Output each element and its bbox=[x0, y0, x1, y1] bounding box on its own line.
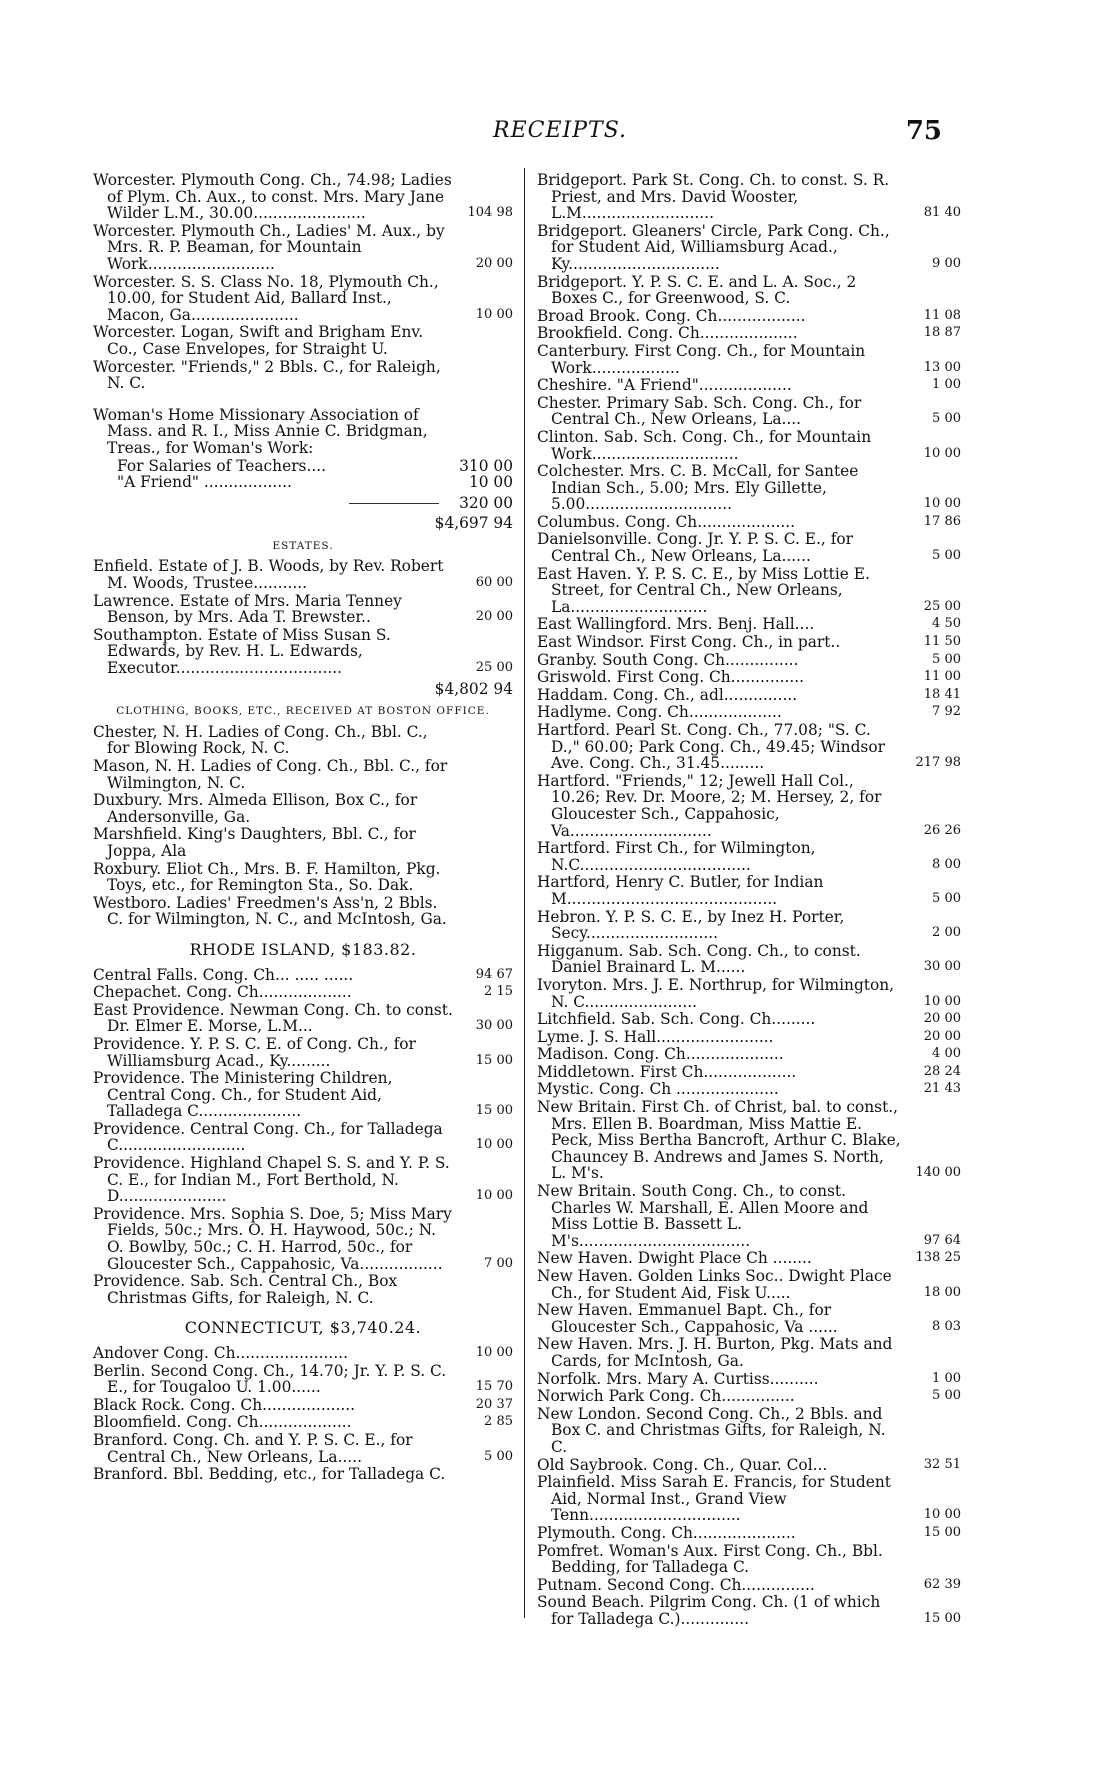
entry-text: Plainfield. Miss Sarah E. Francis, for Student Aid, Normal Inst., Grand View Tenn............................... bbox=[537, 1473, 891, 1525]
entry-text: Hartford, Henry C. Butler, for Indian M........................................... bbox=[537, 873, 824, 908]
entry-amount: 20 00 bbox=[475, 255, 513, 271]
entry-text: Worcester. Plymouth Cong. Ch., 74.98; Ladies of Plym. Ch. Aux., to const. Mrs. Mary Jane Wilder L.M., 30.00....................... bbox=[93, 171, 452, 223]
entry-text: Bridgeport. Gleaners' Circle, Park Cong. Ch., for Student Aid, Williamsburg Acad., Ky............................... bbox=[537, 221, 890, 273]
receipt-entry bbox=[537, 1081, 961, 1098]
entry-text: Worcester. "Friends," 2 Bbls. C., for Raleigh, N. C. bbox=[93, 357, 441, 393]
entry-amount: 1 00 bbox=[932, 1370, 961, 1386]
clothing-entries bbox=[93, 724, 513, 928]
subtotal-2: $4,802 94 bbox=[434, 679, 513, 698]
receipt-entry bbox=[537, 566, 961, 616]
entry-amount: 18 87 bbox=[923, 325, 961, 341]
entry-amount: 25 00 bbox=[923, 598, 961, 614]
entry-amount: 20 00 bbox=[923, 1028, 961, 1044]
receipt-entry bbox=[93, 593, 513, 626]
entry-amount: 81 40 bbox=[923, 205, 961, 221]
entry-text: Andover Cong. Ch....................... bbox=[93, 1344, 348, 1362]
entry-text: Chepachet. Cong. Ch................... bbox=[93, 983, 352, 1002]
entry-text: East Providence. Newman Cong. Ch. to const. Dr. Elmer E. Morse, L.M... bbox=[93, 1000, 453, 1036]
entry-text: Central Falls. Cong. Ch... ..... ...... bbox=[93, 965, 354, 984]
receipt-entry bbox=[93, 359, 513, 392]
entry-amount: 10 00 bbox=[923, 496, 961, 512]
receipt-entry bbox=[537, 1011, 961, 1028]
entry-text: Branford. Bbl. Bedding, etc., for Talladega C. bbox=[93, 1465, 446, 1484]
receipt-entry bbox=[537, 652, 961, 669]
entry-text: Chester, N. H. Ladies of Cong. Ch., Bbl. C., for Blowing Rock, N. C. bbox=[93, 722, 428, 758]
entry-text: For Salaries of Teachers.... bbox=[117, 456, 327, 475]
entry-text: Brookfield. Cong. Ch.................... bbox=[537, 324, 798, 343]
entry-text: Griswold. First Cong. Ch............... bbox=[537, 668, 805, 687]
entry-text: Hadlyme. Cong. Ch................... bbox=[537, 703, 782, 722]
entry-text: East Windsor. First Cong. Ch., in part.. bbox=[537, 633, 841, 652]
receipt-entry bbox=[537, 1577, 961, 1594]
entry-text: Cheshire. "A Friend"................... bbox=[537, 376, 792, 395]
entry-text: New Haven. Golden Links Soc.. Dwight Place Ch., for Student Aid, Fisk U..... bbox=[537, 1267, 892, 1302]
receipt-entry bbox=[93, 724, 513, 757]
entry-text: Black Rock. Cong. Ch................... bbox=[93, 1395, 356, 1414]
receipt-entry bbox=[537, 1302, 961, 1335]
entry-text: Lyme. J. S. Hall........................ bbox=[537, 1027, 774, 1046]
receipt-entry bbox=[93, 967, 513, 984]
estates-entries bbox=[93, 558, 513, 676]
entry-text: Granby. South Cong. Ch............... bbox=[537, 650, 799, 669]
entry-text: Woman's Home Missionary Association of Mass. and R. I., Miss Annie C. Bridgman, Treas., for Woman's Work: bbox=[93, 405, 428, 457]
page-header bbox=[0, 118, 1120, 148]
right-column bbox=[537, 172, 961, 1628]
entry-amount: 5 00 bbox=[932, 548, 961, 564]
entry-amount: 18 41 bbox=[923, 686, 961, 702]
entry-amount: 2 15 bbox=[484, 984, 513, 1000]
receipt-entry bbox=[537, 1046, 961, 1063]
entry-amount: 15 70 bbox=[475, 1379, 513, 1395]
entry-amount: 10 00 bbox=[923, 445, 961, 461]
receipt-entry bbox=[537, 325, 961, 342]
receipt-entry bbox=[93, 1363, 513, 1396]
entry-text: New Haven. Emmanuel Bapt. Ch., for Gloucester Sch., Cappahosic, Va ...... bbox=[537, 1301, 838, 1336]
entry-amount: 20 00 bbox=[475, 609, 513, 625]
womans-home-entry bbox=[93, 407, 513, 512]
entry-amount: 13 00 bbox=[923, 359, 961, 375]
entry-text: Hebron. Y. P. S. C. E., by Inez H. Porter, Secy........................... bbox=[537, 907, 845, 943]
receipt-entry bbox=[537, 172, 961, 222]
entry-text: Hartford. First Ch., for Wilmington, N.C................................... bbox=[537, 839, 816, 874]
entry-text: Duxbury. Mrs. Almeda Ellison, Box C., for Andersonville, Ga. bbox=[93, 791, 418, 826]
receipt-entry bbox=[537, 634, 961, 651]
page-title: RECEIPTS. bbox=[493, 118, 627, 143]
entry-text: Sound Beach. Pilgrim Cong. Ch. (1 of which for Talladega C.).............. bbox=[537, 1593, 881, 1628]
entry-amount: 62 39 bbox=[923, 1576, 961, 1592]
entry-amount: 30 00 bbox=[923, 959, 961, 975]
entry-amount: 9 00 bbox=[932, 255, 961, 271]
receipt-entry bbox=[537, 1388, 961, 1405]
receipt-entry bbox=[537, 308, 961, 325]
entry-text: Old Saybrook. Cong. Ch., Quar. Col... bbox=[537, 1455, 828, 1474]
receipt-entry bbox=[93, 1002, 513, 1035]
entry-text: New Britain. First Ch. of Christ, bal. to const., Mrs. Ellen B. Boardman, Miss Mattie E. Peck, Miss Bertha Bancroft, Arthur C. Blake, Chauncey B. Andrews and James S. North, L. M's. bbox=[537, 1098, 901, 1183]
receipt-entry bbox=[537, 463, 961, 513]
entry-text: Bridgeport. Y. P. S. C. E. and L. A. Soc., 2 Boxes C., for Greenwood, S. C. bbox=[537, 272, 857, 308]
receipt-entry bbox=[93, 558, 513, 591]
receipt-entry bbox=[537, 840, 961, 873]
entry-text: Putnam. Second Cong. Ch............... bbox=[537, 1575, 815, 1594]
entry-amount: 310 00 bbox=[459, 456, 513, 475]
entry-text: Bloomfield. Cong. Ch................... bbox=[93, 1413, 352, 1432]
receipt-entry bbox=[537, 1474, 961, 1524]
receipt-entry bbox=[93, 1070, 513, 1120]
entry-text: New Haven. Mrs. J. H. Burton, Pkg. Mats and Cards, for McIntosh, Ga. bbox=[537, 1335, 893, 1370]
connecticut-entries bbox=[93, 1345, 513, 1483]
receipt-entry bbox=[93, 792, 513, 825]
entry-amount: 11 00 bbox=[923, 669, 961, 685]
entry-amount: 21 43 bbox=[923, 1081, 961, 1097]
entry-text: Berlin. Second Cong. Ch., 14.70; Jr. Y. P. S. C. E., for Tougaloo U. 1.00...... bbox=[93, 1361, 447, 1397]
entry-amount: 5 00 bbox=[932, 411, 961, 427]
receipt-entry bbox=[93, 984, 513, 1001]
entry-amount: 60 00 bbox=[475, 575, 513, 591]
entry-amount: 10 00 bbox=[475, 1345, 513, 1360]
entry-text: Mystic. Cong. Ch ..................... bbox=[537, 1080, 779, 1099]
entry-amount: 4 00 bbox=[932, 1046, 961, 1062]
entry-text: Providence. Sab. Sch. Central Ch., Box Christmas Gifts, for Raleigh, N. C. bbox=[93, 1272, 398, 1307]
connecticut-heading: CONNECTICUT, $3,740.24. bbox=[184, 1318, 422, 1338]
entry-amount: 8 00 bbox=[932, 856, 961, 872]
entry-amount: 30 00 bbox=[475, 1018, 513, 1034]
entry-text: Canterbury. First Cong. Ch., for Mountain Work.................. bbox=[537, 341, 866, 377]
entry-amount: 11 08 bbox=[923, 307, 961, 323]
receipt-entry bbox=[537, 1336, 961, 1369]
receipt-entry bbox=[93, 1432, 513, 1465]
entry-amount: 5 00 bbox=[932, 890, 961, 906]
entry-text: Ivoryton. Mrs. J. E. Northrup, for Wilmington, N. C....................... bbox=[537, 975, 895, 1011]
entry-amount: 2 85 bbox=[484, 1414, 513, 1430]
entry-amount: 32 51 bbox=[923, 1456, 961, 1472]
page-number: 75 bbox=[905, 116, 942, 146]
rhode-island-entries bbox=[93, 967, 513, 1307]
entry-text: Plymouth. Cong. Ch..................... bbox=[537, 1523, 796, 1542]
entry-amount: 15 00 bbox=[923, 1524, 961, 1540]
receipt-entry bbox=[93, 172, 513, 222]
entry-text: Pomfret. Woman's Aux. First Cong. Ch., Bbl. Bedding, for Talladega C. bbox=[537, 1541, 883, 1577]
receipt-entry bbox=[537, 395, 961, 428]
entry-text: Norwich Park Cong. Ch............... bbox=[537, 1387, 795, 1406]
receipt-entry bbox=[93, 1466, 513, 1483]
receipt-entry bbox=[537, 616, 961, 633]
receipt-entry bbox=[537, 1525, 961, 1542]
entry-amount: 10 00 bbox=[923, 993, 961, 1009]
entry-text: Norfolk. Mrs. Mary A. Curtiss.......... bbox=[537, 1369, 819, 1388]
receipt-entry bbox=[537, 687, 961, 704]
receipt-entry bbox=[537, 343, 961, 376]
entry-text: New Haven. Dwight Place Ch ........ bbox=[537, 1249, 812, 1268]
entry-amount: 97 64 bbox=[923, 1232, 961, 1248]
entry-text: Mason, N. H. Ladies of Cong. Ch., Bbl. C., for Wilmington, N. C. bbox=[93, 757, 448, 792]
entry-amount: 7 00 bbox=[484, 1255, 513, 1271]
receipt-entry bbox=[537, 977, 961, 1010]
receipt-entry bbox=[537, 1371, 961, 1388]
receipt-entry bbox=[93, 1414, 513, 1431]
entry-text: Hartford. Pearl St. Cong. Ch., 77.08; "S. C. D.," 60.00; Park Cong. Ch., 49.45; Windsor Ave. Cong. Ch., 31.45......... bbox=[537, 721, 885, 773]
left-column bbox=[93, 172, 513, 1484]
entry-text: Worcester. Logan, Swift and Brigham Env. Co., Case Envelopes, for Straight U. bbox=[93, 323, 424, 358]
entry-text: East Haven. Y. P. S. C. E., by Miss Lottie E. Street, for Central Ch., New Orleans, La............................ bbox=[537, 564, 870, 616]
receipt-entry bbox=[93, 627, 513, 677]
entry-amount: 7 92 bbox=[932, 704, 961, 720]
entry-amount: 10 00 bbox=[923, 1507, 961, 1523]
entry-text: New Britain. South Cong. Ch., to const. Charles W. Marshall, E. Allen Moore and Miss Lottie B. Bassett L. M's................................... bbox=[537, 1182, 869, 1250]
entry-text: Southampton. Estate of Miss Susan S. Edwards, by Rev. H. L. Edwards, Executor.................................. bbox=[93, 625, 391, 678]
entry-amount: 15 00 bbox=[923, 1610, 961, 1626]
entry-text: Hartford. "Friends," 12; Jewell Hall Col., 10.26; Rev. Dr. Moore, 2; M. Hersey, 2, for Gloucester Sch., Cappahosic, Va............................. bbox=[537, 771, 882, 840]
receipt-entry bbox=[537, 514, 961, 531]
rhode-island-heading: RHODE ISLAND, $183.82. bbox=[189, 939, 417, 959]
receipt-entry bbox=[537, 722, 961, 772]
receipt-entry bbox=[537, 274, 961, 307]
receipt-entry bbox=[93, 1155, 513, 1205]
entry-amount: 1 00 bbox=[932, 377, 961, 393]
entry-amount: 104 98 bbox=[467, 205, 513, 221]
entry-amount: 10 00 bbox=[475, 306, 513, 322]
entry-amount: 5 00 bbox=[932, 1388, 961, 1404]
entry-text: "A Friend" .................. bbox=[117, 473, 292, 492]
receipt-entry bbox=[93, 895, 513, 928]
receipt-entry bbox=[537, 773, 961, 839]
entry-text: Marshfield. King's Daughters, Bbl. C., for Joppa, Ala bbox=[93, 825, 416, 860]
entry-text: Higganum. Sab. Sch. Cong. Ch., to const. Daniel Brainard L. M...... bbox=[537, 941, 861, 977]
entry-text: New London. Second Cong. Ch., 2 Bbls. and Box C. and Christmas Gifts, for Raleigh, N. C. bbox=[537, 1404, 886, 1456]
entry-text: Columbus. Cong. Ch.................... bbox=[537, 512, 796, 531]
entry-amount: 20 37 bbox=[475, 1396, 513, 1412]
entry-amount: 2 00 bbox=[932, 925, 961, 941]
entry-text: Chester. Primary Sab. Sch. Cong. Ch., for Central Ch., New Orleans, La.... bbox=[537, 393, 862, 429]
entry-amount: 140 00 bbox=[915, 1165, 961, 1181]
subtotal-line bbox=[93, 495, 513, 512]
entry-text: Worcester. S. S. Class No. 18, Plymouth Ch., 10.00, for Student Aid, Ballard Inst., Macon, Ga...................... bbox=[93, 272, 439, 324]
sub-entry bbox=[93, 458, 513, 475]
entry-amount: 5 00 bbox=[484, 1448, 513, 1464]
receipt-entry bbox=[537, 1099, 961, 1182]
entry-amount: 17 86 bbox=[923, 513, 961, 529]
receipt-entry bbox=[537, 1543, 961, 1576]
entry-text: Roxbury. Eliot Ch., Mrs. B. F. Hamilton, Pkg. Toys, etc., for Remington Sta., So. Dak. bbox=[93, 859, 441, 895]
receipt-entry bbox=[537, 223, 961, 273]
receipt-entry bbox=[537, 1406, 961, 1456]
clothing-heading: CLOTHING, BOOKS, ETC., RECEIVED AT BOSTON OFFICE. bbox=[116, 705, 490, 718]
entry-amount: 11 50 bbox=[923, 634, 961, 650]
column-divider bbox=[524, 168, 525, 1618]
entry-text: Providence. Highland Chapel S. S. and Y. P. S. C. E., for Indian M., Fort Berthold, N. D...................... bbox=[93, 1154, 450, 1206]
receipt-entry bbox=[93, 324, 513, 357]
receipt-entry bbox=[93, 861, 513, 894]
entry-amount: 15 00 bbox=[475, 1103, 513, 1119]
entry-amount: 8 03 bbox=[932, 1318, 961, 1334]
entry-amount: 10 00 bbox=[475, 1188, 513, 1204]
worcester-entries bbox=[93, 172, 513, 392]
entry-text: Providence. The Ministering Children, Central Cong. Ch., for Student Aid, Talladega C..................... bbox=[93, 1069, 393, 1121]
entry-amount: 94 67 bbox=[475, 966, 513, 982]
receipt-entry bbox=[537, 669, 961, 686]
receipt-entry bbox=[93, 758, 513, 791]
receipt-entry bbox=[537, 1457, 961, 1474]
receipt-entry bbox=[537, 1183, 961, 1249]
sub-entry bbox=[93, 474, 513, 491]
entry-text: Litchfield. Sab. Sch. Cong. Ch......... bbox=[537, 1010, 816, 1029]
receipt-entry bbox=[93, 1273, 513, 1306]
receipt-entry bbox=[93, 1121, 513, 1154]
receipt-entry bbox=[537, 909, 961, 942]
entry-text: Haddam. Cong. Ch., adl............... bbox=[537, 685, 798, 704]
entry-text: Clinton. Sab. Sch. Cong. Ch., for Mountain Work.............................. bbox=[537, 427, 872, 463]
entry-text: Middletown. First Ch................... bbox=[537, 1062, 797, 1081]
entry-text: Worcester. Plymouth Ch., Ladies' M. Aux., by Mrs. R. P. Beaman, for Mountain Work.......................... bbox=[93, 221, 445, 273]
receipt-entry bbox=[93, 1036, 513, 1069]
connecticut-entries-continued bbox=[537, 172, 961, 1627]
entry-text: East Wallingford. Mrs. Benj. Hall.... bbox=[537, 615, 815, 634]
receipt-entry bbox=[93, 1206, 513, 1272]
receipt-entry bbox=[537, 1268, 961, 1301]
entry-text: Westboro. Ladies' Freedmen's Ass'n, 2 Bbls. C. for Wilmington, N. C., and McIntosh, Ga. bbox=[93, 893, 447, 929]
subtotal-1: $4,697 94 bbox=[434, 514, 513, 533]
entry-text: Lawrence. Estate of Mrs. Maria Tenney Benson, by Mrs. Ada T. Brewster.. bbox=[93, 591, 402, 627]
entry-amount: 4 50 bbox=[932, 616, 961, 632]
entry-text: Broad Brook. Cong. Ch.................. bbox=[537, 306, 806, 325]
entry-amount: 26 26 bbox=[923, 822, 961, 838]
entry-text: Danielsonville. Cong. Jr. Y. P. S. C. E., for Central Ch., New Orleans, La...... bbox=[537, 530, 854, 566]
entry-text: Bridgeport. Park St. Cong. Ch. to const. S. R. Priest, and Mrs. David Wooster, L.M........................... bbox=[537, 171, 890, 223]
receipt-entry bbox=[537, 429, 961, 462]
receipt-entry bbox=[537, 1594, 961, 1627]
receipt-entry bbox=[537, 531, 961, 564]
receipt-entry bbox=[93, 274, 513, 324]
entry-amount: 5 00 bbox=[932, 651, 961, 667]
estates-heading: ESTATES. bbox=[272, 539, 334, 552]
entry-amount: 18 00 bbox=[923, 1284, 961, 1300]
receipt-entry bbox=[537, 943, 961, 976]
entry-text: Branford. Cong. Ch. and Y. P. S. C. E., for Central Ch., New Orleans, La..... bbox=[93, 1430, 413, 1466]
receipt-entry bbox=[537, 377, 961, 394]
receipt-entry bbox=[537, 1250, 961, 1267]
entry-amount: 25 00 bbox=[475, 660, 513, 676]
entry-amount: 10 00 bbox=[468, 473, 513, 492]
receipt-entry bbox=[93, 1397, 513, 1414]
entry-text: Enfield. Estate of J. B. Woods, by Rev. Robert M. Woods, Trustee........... bbox=[93, 557, 444, 593]
receipt-entry bbox=[537, 1064, 961, 1081]
receipt-entry bbox=[93, 223, 513, 273]
receipt-entry bbox=[93, 1345, 513, 1362]
entry-amount: 20 00 bbox=[923, 1011, 961, 1027]
receipt-entry bbox=[537, 704, 961, 721]
entry-text: Colchester. Mrs. C. B. McCall, for Santee Indian Sch., 5.00; Mrs. Ely Gillette, 5.00.............................. bbox=[537, 462, 859, 514]
receipt-entry bbox=[537, 1029, 961, 1046]
entry-amount: 138 25 bbox=[915, 1250, 961, 1266]
entry-text: Providence. Mrs. Sophia S. Doe, 5; Miss Mary Fields, 50c.; Mrs. O. H. Haywood, 50c.; N. O. Bowlby, 50c.; C. H. Harrod, 50c., for Gloucester Sch., Cappahosic, Va................. bbox=[93, 1204, 452, 1273]
entry-amount: 10 00 bbox=[475, 1137, 513, 1153]
entry-amount: 28 24 bbox=[923, 1063, 961, 1079]
receipt-entry bbox=[93, 826, 513, 859]
entry-amount: 320 00 bbox=[459, 493, 513, 512]
entry-text: Madison. Cong. Ch.................... bbox=[537, 1045, 784, 1064]
receipt-entry bbox=[537, 874, 961, 907]
entry-amount: 15 00 bbox=[475, 1052, 513, 1068]
entry-amount: 217 98 bbox=[915, 755, 961, 771]
entry-text: Providence. Y. P. S. C. E. of Cong. Ch., for Williamsburg Acad., Ky......... bbox=[93, 1034, 416, 1070]
entry-text: Providence. Central Cong. Ch., for Talladega C.......................... bbox=[93, 1119, 443, 1155]
